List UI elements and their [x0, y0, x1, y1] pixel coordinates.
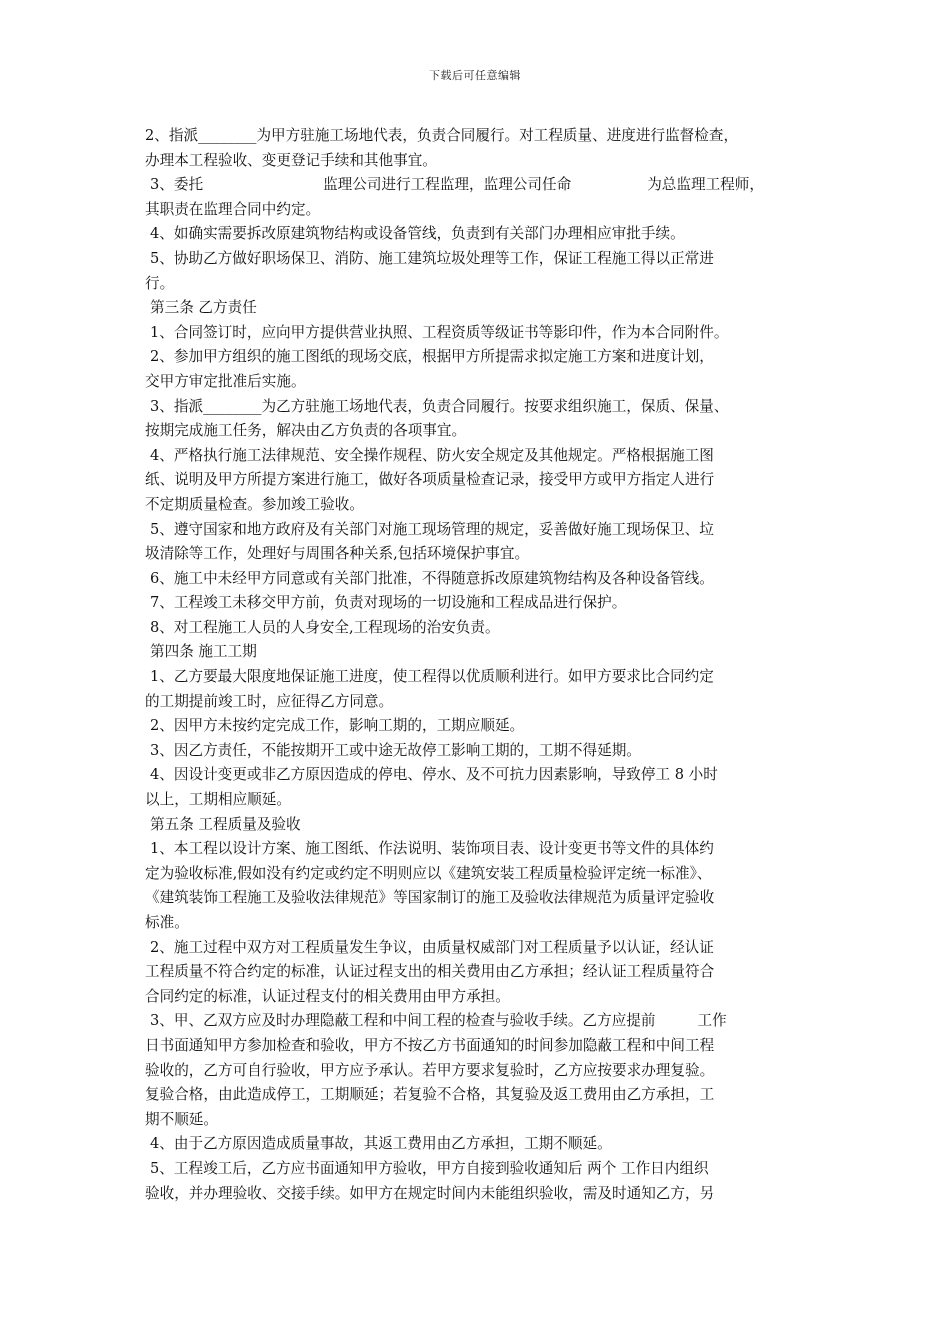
paragraph-line: 3、甲、乙双方应及时办理隐蔽工程和中间工程的检查与验收手续。乙方应提前 工作 [150, 1012, 727, 1030]
paragraph-line: 按期完成施工任务，解决由乙方负责的各项事宜。 [145, 422, 467, 440]
paragraph-line: 1、合同签订时，应向甲方提供营业执照、工程资质等级证书等影印件，作为本合同附件。 [150, 323, 729, 341]
paragraph-line: 日书面通知甲方参加检查和验收，甲方不按乙方书面通知的时间参加隐蔽工程和中间工程 [145, 1036, 715, 1054]
paragraph-line: 4、由于乙方原因造成质量事故，其返工费用由乙方承担，工期不顺延。 [150, 1135, 612, 1153]
paragraph-line: 纸、说明及甲方所提方案进行施工，做好各项质量检查记录，接受甲方或甲方指定人进行 [145, 471, 715, 489]
paragraph-line: 定为验收标准,假如没有约定或约定不明则应以《建筑安装工程质量检验评定统一标准》、 [145, 864, 712, 882]
paragraph-line: 标准。 [145, 914, 189, 931]
paragraph-line: 7、工程竣工未移交甲方前，负责对现场的一切设施和工程成品进行保护。 [150, 594, 627, 612]
paragraph-line: 合同约定的标准，认证过程支付的相关费用由甲方承担。 [145, 987, 510, 1005]
paragraph-line: 4、如确实需要拆改原建筑物结构或设备管线，负责到有关部门办理相应审批手续。 [150, 225, 685, 243]
paragraph-line: 3、因乙方责任，不能按期开工或中途无故停工影响工期的，工期不得延期。 [150, 741, 641, 759]
paragraph-line: 复验合格，由此造成停工，工期顺延；若复验不合格，其复验及返工费用由乙方承担，工 [145, 1086, 715, 1104]
paragraph-line: 8、对工程施工人员的人身安全,工程现场的治安负责。 [150, 618, 500, 636]
document-body [145, 124, 815, 1206]
paragraph-line: 4、严格执行施工法律规范、安全操作规程、防火安全规定及其他规定。严格根据施工图 [150, 446, 714, 464]
paragraph-line: 6、施工中未经甲方同意或有关部门批准，不得随意拆改原建筑物结构及各种设备管线。 [150, 569, 714, 587]
paragraph-line: 以上，工期相应顺延。 [145, 791, 291, 809]
paragraph-line: 工程质量不符合约定的标准，认证过程支出的相关费用由乙方承担；经认证工程质量符合 [145, 963, 715, 981]
paragraph-line: 验收的，乙方可自行验收，甲方应予承认。若甲方要求复验时，乙方应按要求办理复验。 [145, 1061, 715, 1079]
page-header: 下载后可任意编辑 [429, 69, 521, 82]
paragraph-line: 2、指派________为甲方驻施工场地代表，负责合同履行。对工程质量、进度进行监督检查， [145, 127, 739, 144]
paragraph-line: 1、本工程以设计方案、施工图纸、作法说明、装饰项目表、设计变更书等文件的具体约 [150, 840, 714, 858]
paragraph-line: 5、遵守国家和地方政府及有关部门对施工现场管理的规定，妥善做好施工现场保卫、垃 [150, 520, 714, 538]
section-heading: 第三条 乙方责任 [150, 299, 257, 317]
paragraph-line: 其职责在监理合同中约定。 [145, 200, 321, 218]
paragraph-line: 验收，并办理验收、交接手续。如甲方在规定时间内未能组织验收，需及时通知乙方，另 [145, 1184, 715, 1202]
paragraph-line: 1、乙方要最大限度地保证施工进度，使工程得以优质顺利进行。如甲方要求比合同约定 [150, 668, 714, 686]
section-heading: 第五条 工程质量及验收 [150, 815, 301, 833]
paragraph-line: 圾清除等工作，处理好与周围各种关系,包括环境保护事宜。 [145, 545, 530, 563]
paragraph-line: 期不顺延。 [145, 1110, 218, 1128]
paragraph-line: 的工期提前竣工时，应征得乙方同意。 [145, 692, 394, 710]
paragraph-line: 交甲方审定批准后实施。 [145, 372, 306, 390]
paragraph-line: 2、施工过程中双方对工程质量发生争议，由质量权威部门对工程质量予以认证，经认证 [150, 938, 714, 956]
paragraph-line: 《建筑装饰工程施工及验收法律规范》等国家制订的施工及验收法律规范为质量评定验收 [145, 889, 715, 907]
paragraph-line: 5、协助乙方做好职场保卫、消防、施工建筑垃圾处理等工作，保证工程施工得以正常进 [150, 249, 714, 267]
paragraph-line: 4、因设计变更或非乙方原因造成的停电、停水、及不可抗力因素影响，导致停工 8 小时 [150, 766, 718, 784]
paragraph-line: 3、指派________为乙方驻施工场地代表，负责合同履行。按要求组织施工，保质、保量、 [150, 397, 729, 415]
paragraph-line: 5、工程竣工后，乙方应书面通知甲方验收，甲方自接到验收通知后 两个 工作日内组织 [150, 1159, 709, 1177]
paragraph-line: 3、委托 监理公司进行工程监理，监理公司任命 为总监理工程师， [150, 176, 764, 194]
paragraph-line: 行。 [145, 274, 175, 292]
paragraph-line: 不定期质量检查。参加竣工验收。 [145, 495, 364, 513]
section-heading: 第四条 施工工期 [150, 643, 257, 661]
paragraph-line: 2、因甲方未按约定完成工作，影响工期的，工期应顺延。 [150, 717, 525, 735]
paragraph-line: 办理本工程验收、变更登记手续和其他事宜。 [145, 151, 437, 169]
paragraph-line: 2、参加甲方组织的施工图纸的现场交底，根据甲方所提需求拟定施工方案和进度计划， [150, 348, 714, 366]
